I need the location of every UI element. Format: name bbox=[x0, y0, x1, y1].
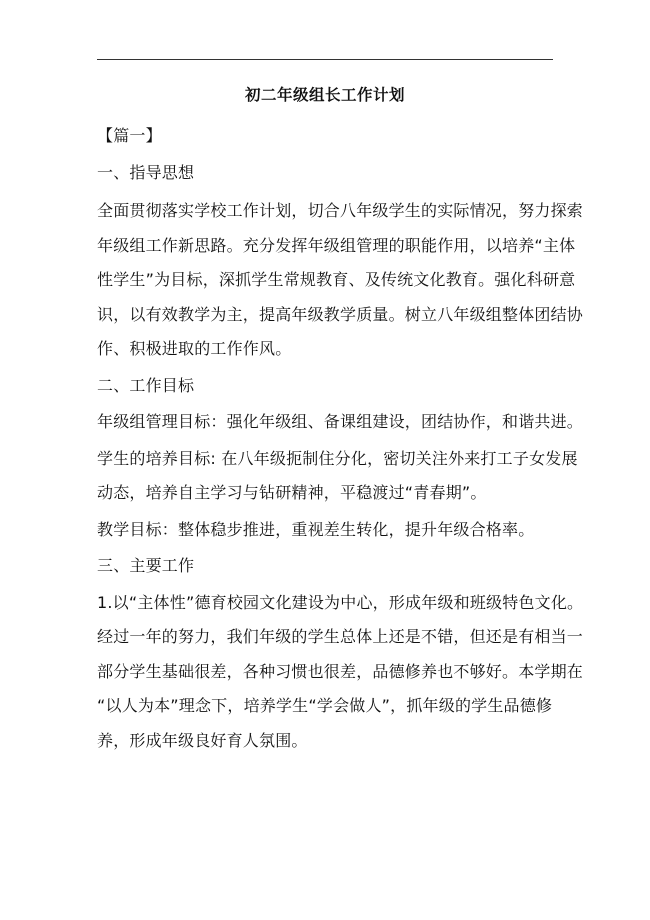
work-line: 1.以“主体性”德育校园文化建设为中心，形成年级和班级特色文化。 bbox=[97, 592, 584, 612]
paragraph-line: 识，以有效教学为主，提高年级教学质量。树立八年级组整体团结协 bbox=[97, 304, 584, 324]
paragraph-line: 年级组工作新思路。充分发挥年级组管理的职能作用，以培养“主体 bbox=[97, 235, 576, 255]
paragraph-line: 作、积极进取的工作作风。 bbox=[97, 339, 292, 358]
section-label: 【篇一】 bbox=[97, 126, 162, 145]
work-line: 养，形成年级良好育人氛围。 bbox=[97, 730, 308, 750]
goal-students-line: 学生的培养目标: 在八年级扼制住分化，密切关注外来打工子女发展 bbox=[97, 448, 578, 468]
heading-main-work: 三、主要工作 bbox=[97, 556, 195, 575]
header-rule bbox=[97, 59, 553, 60]
goal-management: 年级组管理目标：强化年级组、备课组建设，团结协作，和谐共进。 bbox=[97, 412, 584, 431]
goal-teaching: 教学目标：整体稳步推进，重视差生转化，提升年级合格率。 bbox=[97, 519, 535, 539]
work-line: 经过一年的努力，我们年级的学生总体上还是不错，但还是有相当一 bbox=[97, 627, 584, 646]
paragraph-line: 性学生”为目标，深抓学生常规教育、及传统文化教育。强化科研意 bbox=[97, 270, 576, 289]
document-body bbox=[97, 119, 584, 758]
paragraph-line: 全面贯彻落实学校工作计划，切合八年级学生的实际情况，努力探索 bbox=[97, 201, 584, 220]
goal-students-line: 动态，培养自主学习与钻研精神，平稳渡过“青春期”。 bbox=[97, 483, 487, 502]
work-line: “以人为本”理念下，培养学生“学会做人”，抓年级的学生品德修 bbox=[97, 696, 553, 715]
heading-guiding-ideology: 一、指导思想 bbox=[97, 162, 195, 182]
document-title: 初二年级组长工作计划 bbox=[244, 86, 405, 104]
work-line: 部分学生基础很差，各种习惯也很差，品德修养也不够好。本学期在 bbox=[97, 661, 584, 681]
heading-work-goals: 二、工作目标 bbox=[97, 375, 195, 395]
